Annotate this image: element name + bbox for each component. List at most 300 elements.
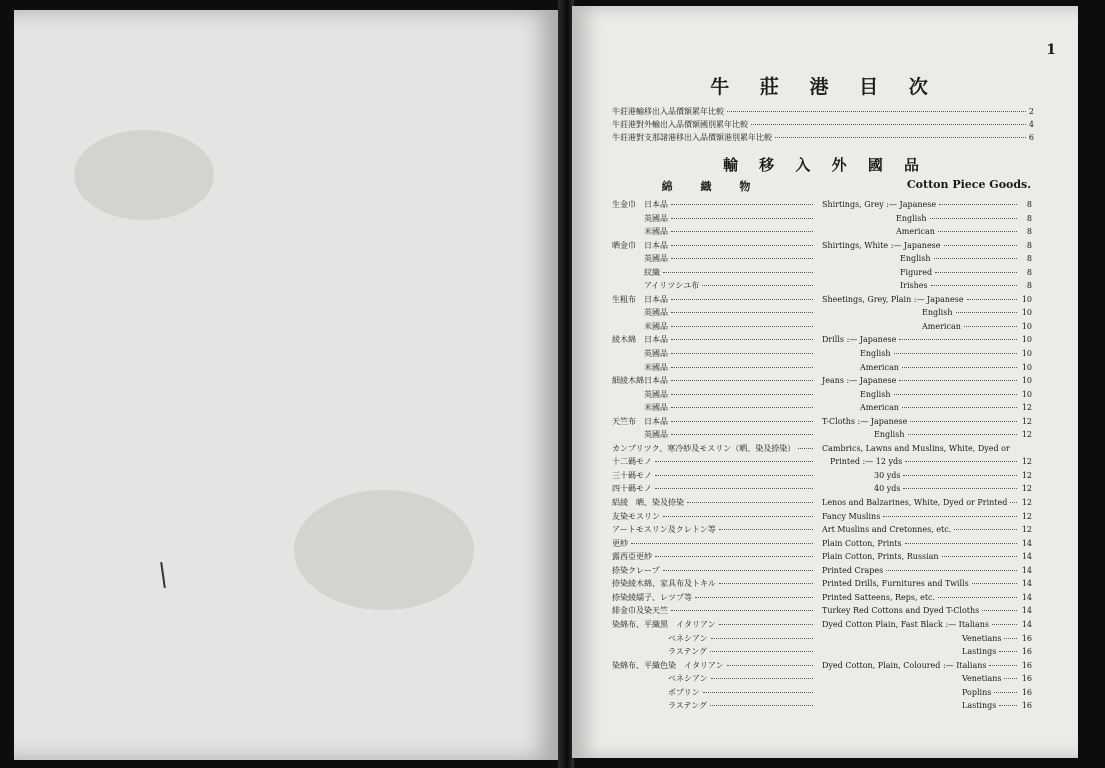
leader-dots [934,258,1018,259]
japanese-entry [612,591,816,605]
japanese-item-label: 更紗 [612,538,628,548]
english-item-label: Jeans :— Japanese [822,376,897,386]
leader-dots [663,516,813,517]
entry-page-number: 8 [1026,240,1032,250]
list-item [612,564,1032,578]
leader-dots [671,299,813,300]
japanese-entry [612,225,816,239]
japanese-entry [612,361,816,375]
leader-dots [942,556,1017,557]
english-item-label: American [860,362,899,372]
english-entry [822,591,1032,605]
english-entry [822,428,1032,442]
leader-dots [719,529,813,530]
entry-page-number: 12 [1021,416,1032,426]
english-item-label: English [896,213,927,223]
english-item-label: Poplins [962,687,992,697]
english-item-label: Lastings [962,647,997,657]
english-entry [822,455,1032,469]
english-item-label: American [922,321,961,331]
japanese-entry [612,401,816,415]
left-page-blank [14,10,560,760]
list-item [612,266,1032,280]
leader-dots [671,394,813,395]
leader-dots [1004,678,1017,679]
entry-page-number: 12 [1021,511,1032,521]
english-item-label: American [860,403,899,413]
list-item [612,645,1032,659]
leader-dots [944,245,1017,246]
english-entry [822,537,1032,551]
english-item-label: Drills :— Japanese [822,335,897,345]
leader-dots [719,583,813,584]
entry-page-number: 10 [1021,362,1032,372]
entry-page-number: 14 [1021,619,1032,629]
leader-dots [655,488,813,489]
list-item [612,699,1032,713]
japanese-entry [612,266,816,280]
list-item [612,388,1032,402]
leader-dots [663,272,813,273]
english-item-label: Figured [900,267,933,277]
japanese-entry [612,672,816,686]
japanese-entry [612,645,816,659]
english-entry [822,577,1032,591]
list-item [612,333,1032,347]
english-item-label: Plain Cotton, Prints, Russian [822,552,939,562]
english-item-label: Printed Crapes [822,565,884,575]
japanese-group-label: 綾木綿 [612,335,636,345]
japanese-item-label: 捺染綾木綿、家具布及トキル [612,579,716,589]
toc-text: 牛莊港對外輸出入品價額國別累年比較 [612,120,748,129]
leader-dots [631,543,813,544]
entry-page-number: 16 [1021,660,1032,670]
english-entry [822,333,1032,347]
japanese-item-label: 絽綾 晒、染及捺染 [612,498,684,508]
leader-dots [999,705,1017,706]
japanese-item-label: ベネシアン [612,674,708,684]
leader-dots [938,597,1017,598]
japanese-item-label: 英國品 [644,213,668,223]
leader-dots [902,367,1017,368]
japanese-item-label: 日本品 [644,200,668,209]
english-item-label: Shirtings, Grey :— Japanese [822,200,937,209]
leader-dots [931,285,1017,286]
english-entry [822,686,1032,700]
english-entry [822,618,1032,632]
leader-dots [671,353,813,354]
english-item-label: Printed Drills, Furnitures and Twills [822,579,969,589]
japanese-entry [612,374,816,388]
list-item [612,401,1032,415]
japanese-item-label: 日本品 [644,240,668,250]
japanese-item-label: ベネシアン [612,633,708,643]
toc-row [612,106,1034,119]
japanese-item-label: 染綿布、平織色染 イタリアン [612,660,724,670]
leader-dots [1004,638,1017,639]
leader-dots [655,475,813,476]
leader-dots [908,434,1018,435]
japanese-item-label: 日本品 [644,416,668,426]
list-item [612,577,1032,591]
japanese-entry [612,496,816,510]
leader-dots [751,124,1026,125]
japanese-entry [612,686,816,700]
entry-page-number: 10 [1021,294,1032,304]
english-entry [822,672,1032,686]
leader-dots [967,299,1017,300]
entry-page-number: 16 [1021,687,1032,697]
leader-dots [930,218,1018,219]
leader-dots [964,326,1017,327]
leader-dots [671,421,813,422]
entry-page-number: 16 [1021,647,1032,657]
japanese-item-label: 英國品 [644,308,668,318]
entry-page-number: 12 [1021,498,1032,508]
english-entry [822,523,1032,537]
leader-dots [663,570,813,571]
japanese-entry [612,347,816,361]
english-item-label: English [874,430,905,440]
english-item-label: Art Muslins and Cretonnes, etc. [822,525,952,535]
japanese-entry [612,469,816,483]
japanese-entry [612,618,816,632]
japanese-item-label: ラステング [612,647,708,657]
page-number: 1 [1046,42,1056,58]
japanese-entry [612,699,816,713]
english-item-label: Plain Cotton, Prints [822,538,902,548]
entry-page-number: 10 [1021,335,1032,345]
english-entry [822,645,1032,659]
japanese-entry [612,537,816,551]
english-item-label: Venetians [962,633,1002,643]
english-item-label: Dyed Cotton Plain, Fast Black :— Italians [822,619,989,629]
leader-dots [905,543,1017,544]
leader-dots [671,407,813,408]
list-item [612,374,1032,388]
japanese-entry [612,564,816,578]
column-headers [612,178,1034,194]
english-entry [822,212,1032,226]
english-item-label: Cambrics, Lawns and Muslins, White, Dyed or [822,443,1010,453]
japanese-entry [612,428,816,442]
english-entry [822,279,1032,293]
english-entry [822,347,1032,361]
japanese-column-header: 綿 織 物 [661,180,763,193]
entry-page-number: 16 [1021,633,1032,643]
entry-page-number: 10 [1021,308,1032,318]
toc-row [612,132,1034,145]
english-item-label: English [900,254,931,264]
list-item [612,212,1032,226]
english-entry [822,388,1032,402]
leader-dots [982,610,1017,611]
japanese-entry [612,659,816,673]
list-item [612,361,1032,375]
japanese-item-label: 捺染綾繻子、レツプ等 [612,592,692,602]
list-item [612,604,1032,618]
leader-dots [671,367,813,368]
entry-page-number: 12 [1021,470,1032,480]
english-entry [822,225,1032,239]
english-entry [822,374,1032,388]
english-item-label: Lastings [962,701,997,711]
leader-dots [671,218,813,219]
leader-dots [899,380,1017,381]
entry-page-number: 8 [1026,227,1032,237]
english-item-label: 40 yds [874,484,901,494]
leader-dots [710,705,813,706]
japanese-item-label: 英國品 [644,430,668,440]
toc-page: 2 [1028,107,1034,116]
japanese-item-label: アイリツシユ布 [644,281,700,291]
english-entry [822,699,1032,713]
leader-dots [655,556,813,557]
paper-stain [294,490,474,610]
list-item [612,306,1032,320]
entry-page-number: 16 [1021,701,1032,711]
japanese-group-label: 晒金巾 [612,240,636,250]
japanese-group-label: 細綾木綿 [612,376,644,386]
japanese-entry [612,306,816,320]
leader-dots [710,651,813,652]
english-item-label: Turkey Red Cottons and Dyed T-Cloths [822,606,980,616]
leader-dots [671,434,813,435]
entry-page-number: 14 [1021,538,1032,548]
leader-dots [894,394,1018,395]
leader-dots [719,624,813,625]
english-item-label: English [922,308,953,318]
entry-page-number: 10 [1021,321,1032,331]
leader-dots [972,583,1017,584]
leader-dots [1010,502,1017,503]
leader-dots [939,204,1017,205]
english-entry [822,632,1032,646]
paper-stain [74,130,214,220]
japanese-entry [612,455,816,469]
entry-page-number: 14 [1021,552,1032,562]
table-of-contents [612,106,1034,145]
leader-dots [671,339,813,340]
japanese-entry [612,523,816,537]
english-entry [822,320,1032,334]
japanese-item-label: 四十碼モノ [612,484,652,494]
japanese-group-label: 生金巾 [612,200,636,209]
japanese-item-label: 英國品 [644,389,668,399]
list-item [612,591,1032,605]
entry-page-number: 8 [1026,267,1032,277]
english-entry [822,239,1032,253]
entry-page-number: 10 [1021,349,1032,359]
english-item-label: Printed :— 12 yds [830,457,903,467]
entry-page-number: 16 [1021,674,1032,684]
english-entry [822,306,1032,320]
leader-dots [935,272,1017,273]
japanese-item-label: 米國品 [644,321,668,331]
entry-page-number: 14 [1021,565,1032,575]
english-entry [822,550,1032,564]
leader-dots [711,678,813,679]
japanese-item-label: 十二碼モノ [612,457,652,467]
list-item [612,510,1032,524]
leader-dots [903,488,1017,489]
english-entry [822,659,1032,673]
leader-dots [899,339,1017,340]
entry-page-number: 8 [1026,213,1032,223]
japanese-item-label: 友染モスリン [612,511,660,521]
japanese-entry [612,482,816,496]
entry-page-number: 8 [1026,200,1032,209]
list-item [612,659,1032,673]
list-item [612,415,1032,429]
english-entry [822,510,1032,524]
entry-page-number: 14 [1021,592,1032,602]
japanese-entry [612,279,816,293]
leader-dots [999,651,1017,652]
list-item [612,455,1032,469]
list-item [612,347,1032,361]
list-item [612,198,1032,212]
japanese-item-label: 捺染クレープ [612,565,660,575]
leader-dots [886,570,1017,571]
entry-page-number: 14 [1021,579,1032,589]
pencil-mark [160,562,166,588]
list-item [612,279,1032,293]
list-item [612,482,1032,496]
leader-dots [655,461,813,462]
english-column-header: Cotton Piece Goods. [906,178,1032,191]
entry-page-number: 8 [1026,254,1032,264]
entry-page-number: 12 [1021,403,1032,413]
leader-dots [903,475,1017,476]
japanese-group-label: 天竺布 [612,416,636,426]
english-item-label: Fancy Muslins [822,511,881,521]
list-item [612,618,1032,632]
entry-page-number: 10 [1021,389,1032,399]
japanese-entry [612,415,816,429]
leader-dots [671,380,813,381]
japanese-item-label: 米國品 [644,362,668,372]
toc-text: 牛莊港對支那諸港移出入品價額港別累年比較 [612,133,772,142]
leader-dots [905,461,1017,462]
english-item-label: Shirtings, White :— Japanese [822,240,941,250]
english-item-label: 30 yds [874,470,901,480]
japanese-item-label: 英國品 [644,254,668,264]
japanese-entry [612,510,816,524]
list-item [612,686,1032,700]
list-item [612,293,1032,307]
section-title: 輸 移 入 外 國 品 [722,156,928,174]
leader-dots [894,353,1018,354]
list-item [612,239,1032,253]
leader-dots [994,692,1017,693]
entry-page-number: 14 [1021,606,1032,616]
page-title: 牛 莊 港 目 次 [710,76,940,98]
japanese-item-label: 三十碼モノ [612,470,652,480]
japanese-entry [612,604,816,618]
leader-dots [910,421,1017,422]
japanese-entry [612,252,816,266]
leader-dots [671,231,813,232]
english-entry [822,415,1032,429]
list-item [612,225,1032,239]
entry-page-number: 12 [1021,525,1032,535]
japanese-item-label: 露西亞更紗 [612,552,652,562]
english-entry [822,252,1032,266]
english-entry [822,266,1032,280]
english-item-label: American [896,227,935,237]
toc-row [612,119,1034,132]
english-entry [822,482,1032,496]
japanese-item-label: 日本品 [644,335,668,345]
japanese-group-label: 生粗布 [612,294,636,304]
leader-dots [989,665,1017,666]
japanese-item-label: 日本品 [644,376,668,386]
english-entry [822,564,1032,578]
toc-page: 6 [1028,133,1034,142]
japanese-item-label: アートモスリン及クレトン等 [612,525,716,535]
japanese-item-label: 米國品 [644,227,668,237]
entry-page-number: 12 [1021,430,1032,440]
english-item-label: English [860,389,891,399]
japanese-entry [612,632,816,646]
leader-dots [702,285,813,286]
leader-dots [703,692,813,693]
english-entry [822,293,1032,307]
list-item [612,469,1032,483]
japanese-item-label: 染綿布、平織黑 イタリアン [612,619,716,629]
leader-dots [956,312,1018,313]
english-item-label: Dyed Cotton, Plain, Coloured :— Italians [822,660,987,670]
leader-dots [671,258,813,259]
japanese-item-label: ラステング [612,701,708,711]
japanese-item-label: 紋織 [644,267,660,277]
entries-list [612,198,1032,713]
japanese-entry [612,320,816,334]
leader-dots [727,111,1026,112]
japanese-entry [612,212,816,226]
list-item [612,442,1032,456]
japanese-item-label: カンブリツク、寒冷紗及モスリン（晒、染及捺染） [612,443,796,453]
leader-dots [938,231,1017,232]
japanese-entry [612,388,816,402]
entry-page-number: 12 [1021,484,1032,494]
japanese-item-label: 日本品 [644,294,668,304]
english-item-label: English [860,349,891,359]
leader-dots [902,407,1017,408]
entry-page-number: 8 [1026,281,1032,291]
leader-dots [671,312,813,313]
japanese-entry [612,293,816,307]
japanese-item-label: 英國品 [644,349,668,359]
japanese-item-label: 米國品 [644,403,668,413]
list-item [612,672,1032,686]
english-entry [822,442,1032,456]
list-item [612,252,1032,266]
list-item [612,537,1032,551]
leader-dots [727,665,813,666]
japanese-entry [612,577,816,591]
english-entry [822,496,1032,510]
leader-dots [798,448,813,449]
leader-dots [775,137,1026,138]
japanese-entry [612,239,816,253]
list-item [612,320,1032,334]
japanese-entry [612,550,816,564]
toc-page: 4 [1028,120,1034,129]
english-item-label: Irishes [900,281,928,291]
leader-dots [671,610,813,611]
